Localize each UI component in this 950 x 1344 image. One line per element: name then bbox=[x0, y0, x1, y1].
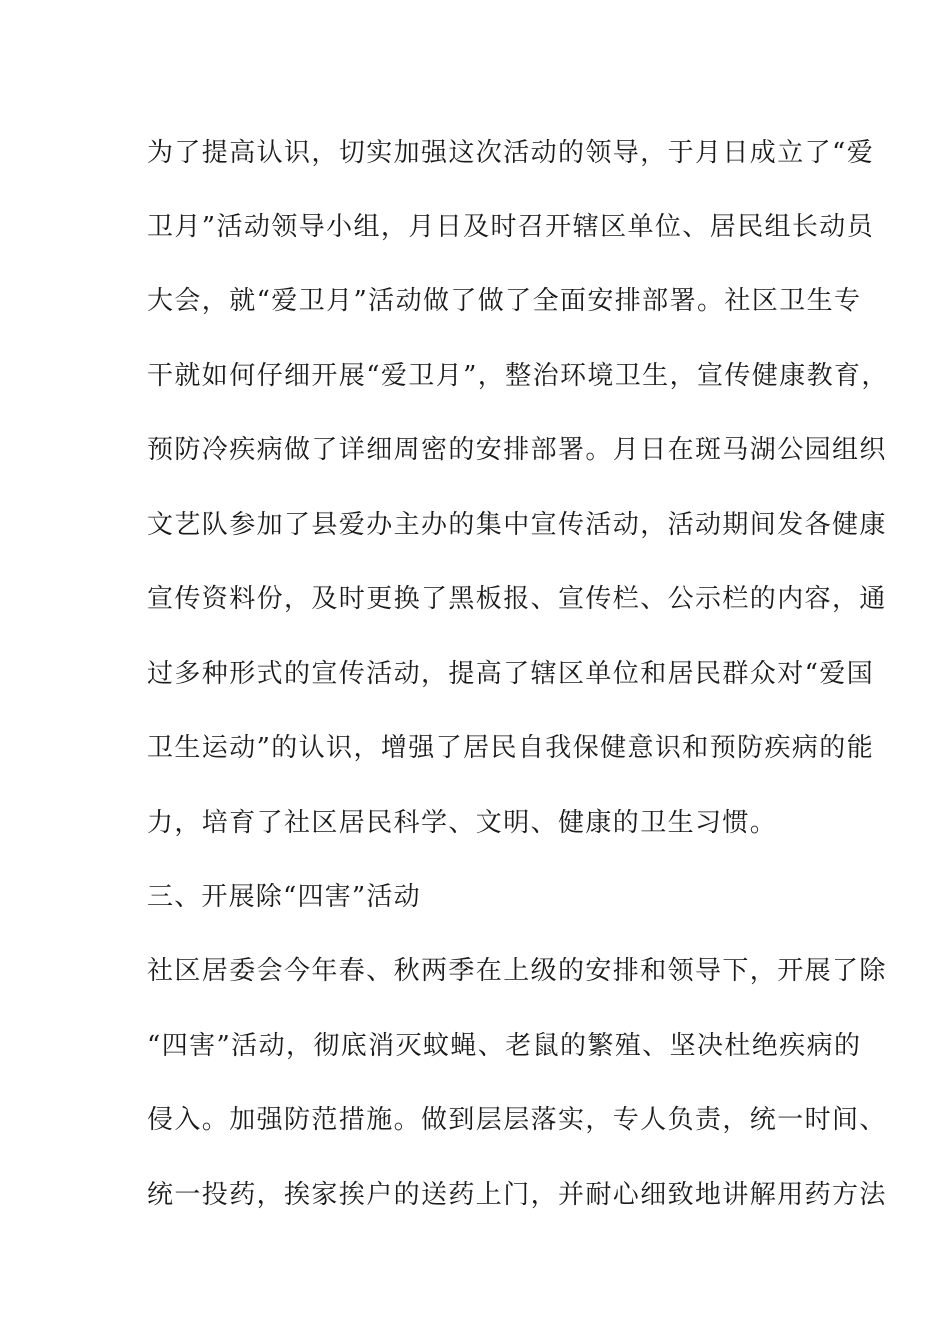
paragraph-line: 卫生运动”的认识，增强了居民自我保健意识和预防疾病的能 bbox=[147, 733, 875, 763]
paragraph-line: 宣传资料份，及时更换了黑板报、宣传栏、公示栏的内容，通 bbox=[147, 584, 887, 614]
paragraph-line: 过多种形式的宣传活动，提高了辖区单位和居民群众对“爱国 bbox=[147, 659, 875, 689]
paragraph-line: 干就如何仔细开展“爱卫月”，整治环境卫生，宣传健康教育， bbox=[147, 361, 889, 391]
paragraph-line: 大会，就“爱卫月”活动做了做了全面安排部署。社区卫生专 bbox=[147, 286, 862, 316]
paragraph-line: 统一投药，挨家挨户的送药上门，并耐心细致地讲解用药方法 bbox=[147, 1180, 887, 1210]
paragraph-line: 社区居委会今年春、秋两季在上级的安排和领导下，开展了除 bbox=[147, 956, 887, 986]
paragraph-line: “四害”活动，彻底消灭蚊蝇、老鼠的繁殖、坚决杜绝疾病的 bbox=[147, 1031, 862, 1061]
paragraph-line: 为了提高认识，切实加强这次活动的领导，于月日成立了“爱 bbox=[147, 138, 875, 168]
section-heading: 三、开展除“四害”活动 bbox=[147, 882, 421, 912]
paragraph-line: 侵入。加强防范措施。做到层层落实，专人负责，统一时间、 bbox=[147, 1105, 887, 1135]
paragraph-line: 文艺队参加了县爱办主办的集中宣传活动，活动期间发各健康 bbox=[147, 510, 887, 540]
paragraph-line: 预防冷疾病做了详细周密的安排部署。月日在斑马湖公园组织 bbox=[147, 435, 887, 465]
paragraph-line: 卫月”活动领导小组，月日及时召开辖区单位、居民组长动员 bbox=[147, 212, 875, 242]
paragraph-line: 力，培育了社区居民科学、文明、健康的卫生习惯。 bbox=[147, 808, 778, 838]
